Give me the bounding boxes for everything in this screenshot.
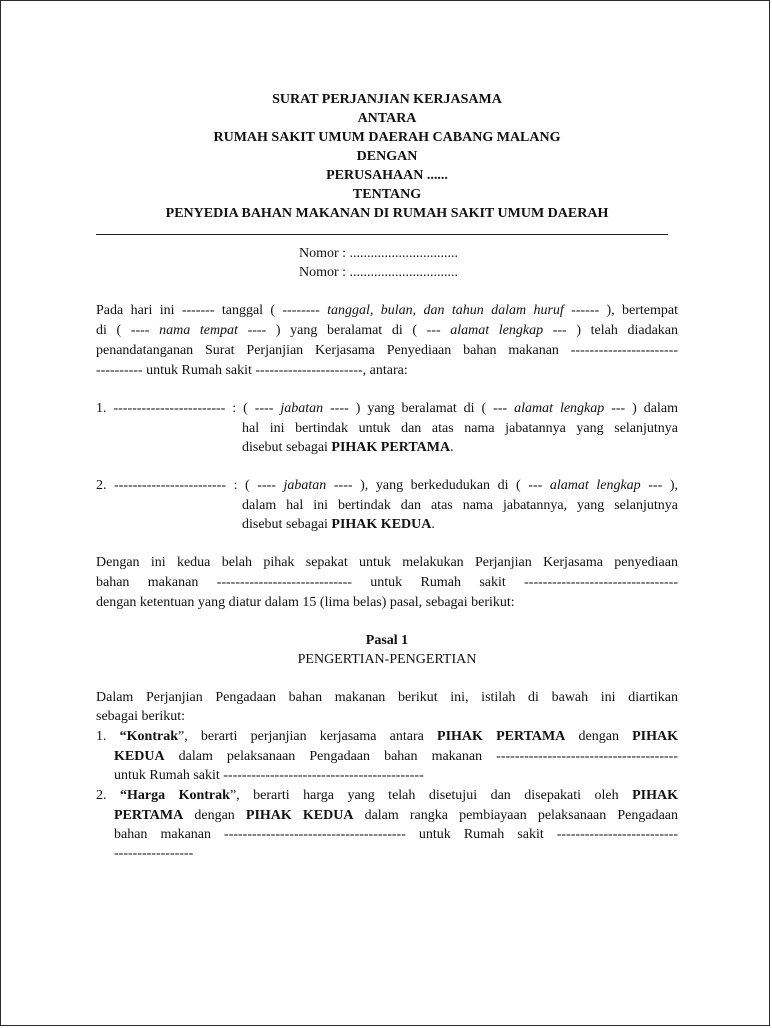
agreement-line-2: bahan makanan ----------------------------- untuk Rumah sakit --------------------------------- — [96, 575, 678, 590]
party2-line-1: 2. ------------------------ : ( ---- jabatan ---- ), yang berkedudukan di ( --- alamat lengkap --- ), — [96, 478, 678, 493]
definition-item-2-line-4: ----------------- — [114, 846, 194, 861]
intro-line-4: ---------- untuk Rumah sakit -----------------------, antara: — [96, 363, 408, 378]
definitions-intro-line-2: sebagai berikut: — [96, 709, 186, 724]
nomor-line-2: Nomor : ............................... — [299, 265, 459, 280]
party2-line-2: dalam hal ini bertindak dan atas nama jabatannya, yang selanjutnya — [242, 498, 678, 513]
party1-line-3: disebut sebagai PIHAK PERTAMA. — [242, 440, 454, 455]
header-title-line-4: DENGAN — [356, 149, 418, 164]
definition-item-1-line-3: untuk Rumah sakit ------------------------------------------- — [114, 768, 424, 783]
header-title-line-6: TENTANG — [352, 187, 422, 202]
pasal-1-subtitle: PENGERTIAN-PENGERTIAN — [297, 652, 477, 667]
definition-item-1-line-1: 1. “Kontrak”, berarti perjanjian kerjasama antara PIHAK PERTAMA dengan PIHAK — [96, 729, 679, 744]
agreement-line-3: dengan ketentuan yang diatur dalam 15 (lima belas) pasal, sebagai berikut: — [96, 595, 515, 610]
intro-line-1: Pada hari ini ------- tanggal ( -------- tanggal, bulan, dan tahun dalam huruf ------ ), bertempat — [96, 303, 679, 318]
intro-line-2: di ( ---- nama tempat ---- ) yang beralamat di ( --- alamat lengkap --- ) telah diadakan — [96, 323, 679, 338]
definition-item-2-line-1: 2. “Harga Kontrak”, berarti harga yang telah disetujui dan disepakati oleh PIHAK — [96, 788, 679, 803]
definition-item-1-line-2: KEDUA dalam pelaksanaan Pengadaan bahan makanan --------------------------------------- — [114, 749, 678, 764]
definition-item-2-line-2: PERTAMA dengan PIHAK KEDUA dalam rangka pembiayaan pelaksanaan Pengadaan — [114, 808, 678, 823]
intro-line-3: penandatanganan Surat Perjanjian Kerjasama Penyediaan bahan makanan ----------------------- — [96, 343, 678, 358]
header-title-line-3: RUMAH SAKIT UMUM DAERAH CABANG MALANG — [213, 130, 561, 145]
definitions-intro-line-1: Dalam Perjanjian Pengadaan bahan makanan berikut ini, istilah di bawah ini diartikan — [96, 690, 678, 705]
party2-line-3: disebut sebagai PIHAK KEDUA. — [242, 517, 435, 532]
nomor-line-1: Nomor : ............................... — [299, 246, 459, 261]
pasal-1-title: Pasal 1 — [365, 633, 409, 648]
party1-line-1: 1. ------------------------ : ( ---- jabatan ---- ) yang beralamat di ( --- alamat lengkap --- ) dalam — [96, 401, 678, 416]
definition-item-2-line-3: bahan makanan --------------------------------------- untuk Rumah sakit -------------------------- — [114, 827, 678, 842]
agreement-line-1: Dengan ini kedua belah pihak sepakat untuk melakukan Perjanjian Kerjasama penyediaan — [96, 555, 678, 570]
header-divider — [96, 234, 668, 235]
header-title-line-2: ANTARA — [357, 111, 417, 126]
header-title-line-1: SURAT PERJANJIAN KERJASAMA — [272, 92, 502, 107]
party1-line-2: hal ini bertindak untuk dan atas nama jabatannya yang selanjutnya — [242, 421, 678, 436]
header-title-line-5: PERUSAHAAN ...... — [326, 168, 448, 183]
header-title-line-7: PENYEDIA BAHAN MAKANAN DI RUMAH SAKIT UMUM DAERAH — [165, 206, 609, 221]
